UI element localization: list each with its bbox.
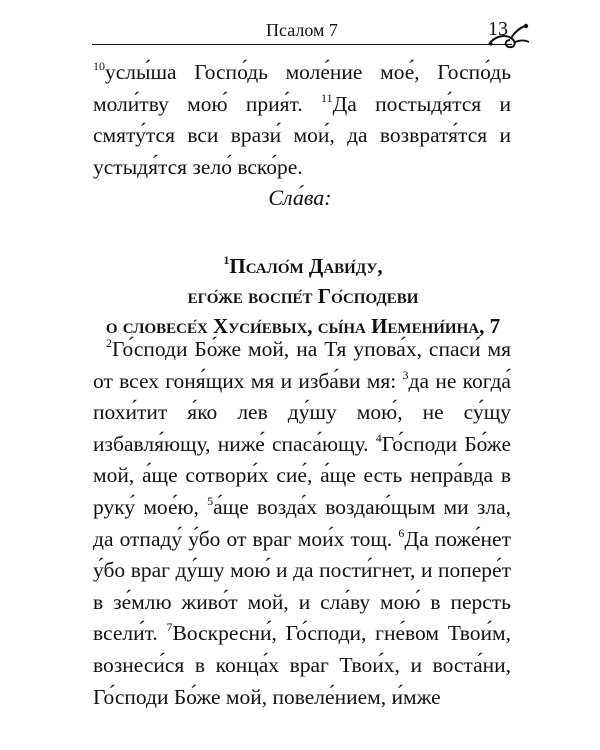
- verse-number: 5: [207, 493, 214, 508]
- psalm-heading: [83, 251, 523, 341]
- fleuron-ornament-icon: [485, 18, 531, 50]
- verse-text: да не когда́ похи́тит я́ко лев ду́шу мою́, не су́щу избавля́ющу, ниже́ спаса́ющу.: [93, 368, 511, 456]
- heading-line: [83, 251, 523, 281]
- page-number: 13: [488, 18, 508, 40]
- verse-text: Го́споди Бо́же мой, на Тя упова́х, спаси́ мя от всех гоня́щих мя и изба́ви мя:: [93, 337, 511, 393]
- verse-number: 1: [223, 253, 230, 267]
- running-title: Псалом 7: [266, 20, 338, 40]
- verse-number: 2: [106, 336, 112, 350]
- verse-text: Го́споди Бо́же мой, а́ще сотвори́х сие́, а́ще есть непра́вда в руку́ мое́ю,: [93, 431, 512, 519]
- heading-line-1: Псало́м Дави́ду,: [229, 254, 383, 278]
- verse-number: 6: [398, 525, 405, 540]
- heading-line-2: его́же воспе́т Го́сподеви: [187, 284, 419, 308]
- verse-number: 7: [166, 620, 173, 635]
- glory-rubric: Сла́ва:: [268, 185, 332, 210]
- verse-number: 3: [402, 367, 409, 382]
- verse-text: а́ще возда́х воздаю́щым ми зла, да отпаду́ у́бо от враг мои́х тощ.: [93, 494, 511, 551]
- verse-text: услы́ша Госпо́дь моле́ние мое́, Госпо́дь моли́тву мою́ прия́т.: [93, 60, 511, 116]
- verse-text: Да поже́нет у́бо враг ду́шу мою́ и да пости́гнет, и попере́т в зе́млю живо́т мой, и сла́ву мою́ в персть всели́т.: [93, 526, 511, 646]
- running-head: [92, 18, 512, 44]
- verse-number: 4: [375, 430, 382, 445]
- verse-number: 10: [93, 59, 105, 73]
- header-rule: [92, 44, 512, 45]
- verse-text: Да постыдя́тся и смяту́тся вси врази́ мои́, да возвратя́тся и устыдя́тся зело́ вско́ре.: [93, 91, 511, 179]
- heading-line-3: о словесе́х Хуси́евых, сы́на Иемени́ина, 7: [105, 314, 501, 338]
- verse-number: 11: [321, 90, 333, 105]
- psalm-7-verses-end: [93, 57, 511, 183]
- psalm-verses: [93, 334, 511, 713]
- verse-text: Воскресни́, Го́споди, гне́вом Твои́м, вознеси́ся в конца́х враг Твои́х, и воста́ни, Го́споди Бо́же мой, повеле́нием, и́мже: [93, 621, 511, 709]
